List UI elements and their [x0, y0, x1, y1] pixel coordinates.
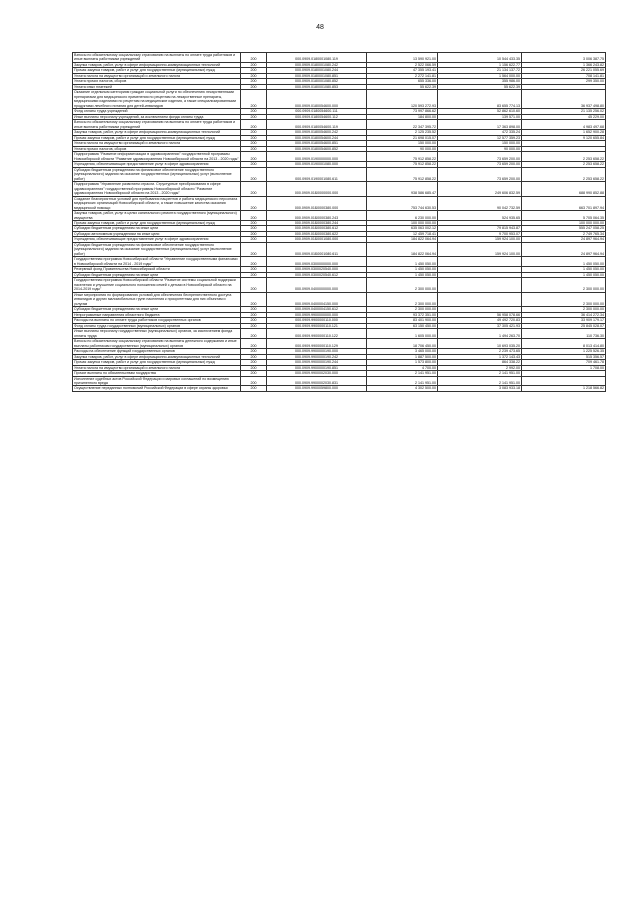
cell-approved: 2 522 066.59: [367, 62, 438, 67]
cell-executed: 21 134 137.72: [438, 68, 522, 73]
cell-budget-code: 000.0909.01Б0000000.000: [267, 182, 367, 196]
cell-approved: 150 000.00: [367, 141, 438, 146]
cell-executed: 9 700 953.07: [438, 231, 522, 236]
budget-execution-table: [72, 52, 606, 392]
cell-approved: 2 300 000.00: [367, 292, 438, 306]
cell-budget-code: 000.0909.0180001080.244: [267, 68, 367, 73]
cell-executed: [438, 292, 522, 306]
table-row: [73, 376, 606, 386]
cell-name: Резервный фонд Правительства Новосибирской области: [73, 267, 241, 272]
cell-ministry-code: 200: [241, 68, 267, 73]
cell-executed: 864 338.22: [438, 360, 522, 365]
cell-unexecuted: 24 897 964.94: [522, 237, 606, 242]
cell-ministry-code: 200: [241, 135, 267, 140]
cell-budget-code: 000.0909.9900000110.000: [267, 318, 367, 323]
cell-budget-code: 000.0909.0180001080.119: [267, 53, 367, 63]
cell-executed: 79 815 943.87: [438, 226, 522, 231]
cell-approved: 13 590 921.00: [367, 53, 438, 63]
cell-unexecuted: 2 253 658.22: [522, 167, 606, 181]
cell-ministry-code: 200: [241, 371, 267, 376]
cell-executed: 524 935.65: [438, 211, 522, 221]
cell-unexecuted: 2 253 658.22: [522, 152, 606, 162]
cell-name: Подпрограмма "Развитие информатизации в здравоохранении" государственной программы Новосибирской области "Развитие здравоохранения Новосибирской области на 2013 - 2020 годы": [74, 152, 239, 161]
cell-executed: 2 239 473.65: [438, 349, 522, 354]
cell-executed: 55 622.39: [438, 84, 522, 89]
cell-ministry-code: 200: [241, 267, 267, 272]
table-row: [73, 53, 606, 63]
cell-ministry-code: 200: [241, 109, 267, 114]
cell-name: Закупка товаров, работ, услуг в сфере информационно-коммуникационных технологий: [73, 354, 241, 359]
cell-ministry-code: 200: [241, 292, 267, 306]
cell-name: Субсидии бюджетным учреждениям на финансовое обеспечение государственного (муниципального) задания на оказание государственных (муниципальных) услуг (выполнение работ): [73, 242, 241, 256]
cell-budget-code: 000.0909.01Б0001080.611: [267, 242, 367, 256]
cell-name: Прочая закупка товаров, работ и услуг для государственных (муниципальных) нужд: [73, 135, 241, 140]
cell-budget-code: 000.0909.9900000110.129: [267, 339, 367, 349]
cell-executed: 150 000.00: [438, 141, 522, 146]
cell-approved: 83 401 900.00: [367, 318, 438, 323]
cell-approved: 73 997 866.62: [367, 109, 438, 114]
cell-unexecuted: 709 461.78: [522, 360, 606, 365]
cell-unexecuted: 1 218 566.82: [522, 386, 606, 391]
table-row: [73, 211, 606, 221]
cell-ministry-code: 200: [241, 79, 267, 84]
cell-approved: 2 272 141.81: [367, 73, 438, 78]
table-row: [73, 339, 606, 349]
cell-name: Государственная программа Новосибирской области "Развитие системы социальной поддержки населения и улучшение социального положения семей с детьми в Новосибирской области на 2014-2019 годы": [73, 278, 241, 292]
cell-name: Иные мероприятия по формированию условий для обеспечения беспрепятственного доступа инвалидов и других маломобильных групп населения к приоритетным для них объектам и услугам: [73, 292, 241, 306]
cell-budget-code: 000.0909.0190000000.000: [267, 152, 367, 162]
cell-name: Прочая закупка товаров, работ и услуг для государственных (муниципальных) нужд: [73, 220, 241, 225]
cell-executed: 139 571.00: [438, 114, 522, 119]
cell-ministry-code: 200: [241, 386, 267, 391]
cell-ministry-code: 200: [241, 242, 267, 256]
cell-ministry-code: 200: [241, 237, 267, 242]
cell-name: Прочие выплаты по обязательствам государства: [73, 371, 241, 376]
cell-ministry-code: 200: [241, 376, 267, 386]
cell-name: Уплата прочих налогов, сборов: [73, 79, 241, 84]
cell-budget-code: 000.0909.0190001080.611: [267, 167, 367, 181]
table-row: [73, 90, 606, 109]
cell-unexecuted: 24 897 964.94: [522, 242, 606, 256]
cell-budget-code: 000.0909.0180054600.244: [267, 135, 367, 140]
cell-approved: 2 300 000.00: [367, 307, 438, 312]
cell-unexecuted: 25 845 028.07: [522, 323, 606, 328]
cell-executed: 73 659 200.00: [438, 162, 522, 167]
cell-approved: 2 125 235.52: [367, 130, 438, 135]
cell-budget-code: 000.0909.0300020540.612: [267, 272, 367, 277]
cell-budget-code: 000.0909.0180054600.852: [267, 146, 367, 151]
cell-approved: 184 822 064.94: [367, 237, 438, 242]
cell-unexecuted: 36 414 272.34: [522, 312, 606, 317]
cell-budget-code: 000.0909.9900000000.000: [267, 312, 367, 317]
cell-unexecuted: 1 450 050.00: [522, 267, 606, 272]
cell-approved: 1 605 000.00: [367, 329, 438, 339]
cell-budget-code: 000.0909.0180054600.242: [267, 130, 367, 135]
cell-name: Исполнение судебных актов Российской Федерации и мировых соглашений по возмещению причиненного вреда: [73, 376, 241, 386]
cell-ministry-code: 200: [241, 53, 267, 63]
cell-executed: 73 659 200.00: [438, 152, 522, 162]
cell-executed: 73 659 200.00: [438, 167, 522, 181]
cell-name: Расходы на выплаты по оплате труда работников государственных органов: [73, 318, 241, 323]
cell-approved: 2 141 951.00: [367, 376, 438, 386]
cell-name: Оказание отдельным категориям граждан социальной услуги по обеспечению лекарственными препаратами для медицинского применения по рецептам на лекарственные препараты, медицинскими изделиями по рецептам на медицинские изделия, а также специализированными продуктами лечебного питания для детей-инвалидов: [73, 90, 241, 109]
cell-ministry-code: 200: [241, 182, 267, 196]
cell-unexecuted: 9 120 655.84: [522, 135, 606, 140]
table-row: [73, 167, 606, 181]
cell-budget-code: 000.0909.0180054600.119: [267, 120, 367, 130]
cell-executed: 2 992.00: [438, 365, 522, 370]
cell-budget-code: 000.0909.0400000000.000: [267, 278, 367, 292]
cell-executed: 10 693 035.20: [438, 339, 522, 349]
cell-budget-code: 000.0909.9900000110.122: [267, 329, 367, 339]
cell-budget-code: 000.0909.0300000000.000: [267, 257, 367, 267]
cell-budget-code: 000.0909.9900000190.000: [267, 349, 367, 354]
cell-budget-code: 000.0909.01Б0000380.000: [267, 196, 367, 210]
cell-approved: 93 372 351.00: [367, 312, 438, 317]
cell-unexecuted: 4 983 497.68: [522, 120, 606, 130]
cell-ministry-code: 200: [241, 120, 267, 130]
cell-budget-code: 000.0909.9900059800.000: [267, 386, 367, 391]
cell-approved: 22 347 395.72: [367, 120, 438, 130]
cell-name: Субсидии бюджетным учреждениям на иные цели: [73, 307, 241, 312]
cell-executed: [438, 257, 522, 267]
cell-ministry-code: 200: [241, 329, 267, 339]
table-row: [73, 182, 606, 196]
cell-name: Закупка товаров, работ, услуг в сфере информационно-коммуникационных технологий: [73, 62, 241, 67]
cell-approved: 3 465 000.00: [367, 349, 438, 354]
cell-ministry-code: 200: [241, 130, 267, 135]
cell-name: Уплата иных платежей: [73, 84, 241, 89]
cell-executed: 1 372 143.43: [438, 354, 522, 359]
cell-approved: 184 800.00: [367, 114, 438, 119]
cell-name: Субсидии бюджетным учреждениям на иные цели: [73, 226, 241, 231]
cell-ministry-code: 200: [241, 167, 267, 181]
cell-ministry-code: 200: [241, 307, 267, 312]
cell-unexecuted: 110 736.30: [522, 329, 606, 339]
cell-unexecuted: 663 701 897.94: [522, 196, 606, 210]
cell-ministry-code: 200: [241, 90, 267, 109]
cell-executed: 1 494 263.70: [438, 329, 522, 339]
cell-approved: 63 150 450.00: [367, 323, 438, 328]
page-number: 48: [316, 24, 324, 31]
cell-budget-code: 000.0909.9900002030.000: [267, 371, 367, 376]
cell-approved: 4 700.00: [367, 365, 438, 370]
cell-name: Иные выплаты персоналу учреждений, за исключением фонда оплаты труда: [73, 114, 241, 119]
cell-approved: 1 887 500.00: [367, 354, 438, 359]
cell-ministry-code: 200: [241, 196, 267, 210]
cell-unexecuted: 2 300 000.00: [522, 292, 606, 306]
cell-approved: 75 912 858.22: [367, 167, 438, 181]
cell-ministry-code: 200: [241, 211, 267, 221]
cell-approved: 1 450 050.00: [367, 267, 438, 272]
cell-ministry-code: 200: [241, 278, 267, 292]
cell-ministry-code: 200: [241, 73, 267, 78]
table-body: [73, 53, 606, 392]
cell-executed: 12 577 359.23: [438, 135, 522, 140]
table-row: [73, 152, 606, 162]
cell-approved: 6 230 000.00: [367, 211, 438, 221]
cell-name: Учреждения, обеспечивающие предоставление услуг в сфере здравоохранения: [73, 237, 241, 242]
cell-executed: 1 156 622.77: [438, 62, 522, 67]
cell-executed: 56 958 078.66: [438, 312, 522, 317]
cell-approved: 75 912 858.22: [367, 152, 438, 162]
cell-budget-code: 000.0909.01Б0001080.000: [267, 237, 367, 242]
cell-name: Субсидии бюджетным учреждениям на финансовое обеспечение государственного (муниципального) задания на оказание государственных (муниципальных) услуг (выполнение работ): [73, 167, 241, 181]
cell-approved: 4 302 500.00: [367, 386, 438, 391]
cell-executed: 52 862 610.60: [438, 109, 522, 114]
cell-budget-code: 000.0909.0180001080.242: [267, 62, 367, 67]
cell-approved: 47 355 193.41: [367, 68, 438, 73]
cell-budget-code: 000.0909.01Б0000380.243: [267, 211, 367, 221]
cell-executed: 3 083 933.18: [438, 386, 522, 391]
cell-unexecuted: 45 229.00: [522, 114, 606, 119]
cell-ministry-code: 200: [241, 318, 267, 323]
cell-name: Уплата прочих налогов, сборов: [73, 146, 241, 151]
cell-unexecuted: 5 705 064.35: [522, 211, 606, 221]
cell-approved: 18 706 450.00: [367, 339, 438, 349]
cell-approved: 12 459 718.41: [367, 231, 438, 236]
cell-executed: 2 141 951.00: [438, 371, 522, 376]
cell-unexecuted: 8 013 414.80: [522, 339, 606, 349]
table-row: [73, 329, 606, 339]
cell-executed: 159 924 100.00: [438, 237, 522, 242]
cell-name: Непрограммные направления областного бюджета: [73, 312, 241, 317]
cell-executed: 159 924 100.00: [438, 242, 522, 256]
cell-approved: 75 912 858.22: [367, 162, 438, 167]
cell-executed: 90 042 732.59: [438, 196, 522, 210]
cell-unexecuted: 1 652 900.28: [522, 130, 606, 135]
cell-approved: 753 744 630.53: [367, 196, 438, 210]
cell-ministry-code: 200: [241, 114, 267, 119]
cell-unexecuted: 2 253 658.22: [522, 162, 606, 167]
cell-name: Осуществление переданных полномочий Российской Федерации в сфере охраны здоровья: [73, 386, 241, 391]
cell-executed: [438, 278, 522, 292]
cell-approved: 100 000 000.00: [367, 220, 438, 225]
cell-approved: 938 586 685.47: [367, 182, 438, 196]
cell-ministry-code: 200: [241, 141, 267, 146]
cell-budget-code: 000.0909.01Б0000380.622: [267, 231, 367, 236]
cell-ministry-code: 200: [241, 162, 267, 167]
cell-name: Фонд оплаты труда учреждений: [73, 109, 241, 114]
table-row: [73, 278, 606, 292]
cell-executed: 90 000.00: [438, 146, 522, 151]
cell-ministry-code: 200: [241, 272, 267, 277]
cell-unexecuted: 688 990 852.88: [522, 182, 606, 196]
table-row: [73, 386, 606, 391]
cell-budget-code: 000.0909.0180001080.853: [267, 84, 367, 89]
cell-name: Создание благоприятных условий для пребывания пациентов и работы медицинского персонала медицинских организаций Новосибирской области, а также повышение качества оказания медицинской помощи: [73, 196, 241, 210]
cell-executed: 83 655 774.13: [438, 90, 522, 109]
table-row: [73, 292, 606, 306]
cell-approved: 1 450 050.00: [367, 272, 438, 277]
cell-ministry-code: 200: [241, 365, 267, 370]
cell-ministry-code: 200: [241, 146, 267, 151]
cell-budget-code: 000.0909.0180054600.000: [267, 90, 367, 109]
cell-budget-code: 000.0909.0400004150.000: [267, 292, 367, 306]
cell-approved: 21 698 015.07: [367, 135, 438, 140]
cell-ministry-code: 200: [241, 257, 267, 267]
cell-budget-code: 000.0909.0190001080.000: [267, 162, 367, 167]
cell-unexecuted: 3 006 387.75: [522, 53, 606, 63]
cell-budget-code: 000.0909.9900000190.244: [267, 360, 367, 365]
cell-unexecuted: 708 141.81: [522, 73, 606, 78]
cell-unexecuted: [522, 376, 606, 386]
cell-unexecuted: 1 708.00: [522, 365, 606, 370]
cell-ministry-code: 200: [241, 84, 267, 89]
cell-approved: 1 450 050.00: [367, 257, 438, 267]
cell-approved: 1 573 800.00: [367, 360, 438, 365]
cell-unexecuted: 33 909 179.17: [522, 318, 606, 323]
cell-name: Закупка товаров, работ, услуг в сфере информационно-коммуникационных технологий: [73, 130, 241, 135]
cell-unexecuted: 2 749 765.34: [522, 231, 606, 236]
cell-budget-code: 000.0909.9900000110.121: [267, 323, 367, 328]
cell-unexecuted: 515 356.57: [522, 354, 606, 359]
cell-executed: 249 606 832.59: [438, 182, 522, 196]
cell-executed: 17 363 898.00: [438, 120, 522, 130]
cell-unexecuted: 1 225 526.35: [522, 349, 606, 354]
table-row: [73, 196, 606, 210]
cell-ministry-code: 200: [241, 323, 267, 328]
cell-approved: 90 000.00: [367, 146, 438, 151]
cell-ministry-code: 200: [241, 349, 267, 354]
cell-approved: 655 336.00: [367, 79, 438, 84]
cell-budget-code: 000.0909.0180001080.851: [267, 73, 367, 78]
cell-name: Взносы по обязательному социальному страхованию на выплаты денежного содержания и иные выплаты работникам государственных (муниципальных) органов: [73, 339, 241, 349]
cell-name: Государственная программа Новосибирской области "Управление государственными финансами в Новосибирской области на 2014 - 2019 годы": [73, 257, 241, 267]
cell-name: Субсидии бюджетным учреждениям на иные цели: [73, 272, 241, 277]
cell-name: Фонд оплаты труда государственных (муниципальных) органов: [73, 323, 241, 328]
cell-name: Взносы по обязательному социальному страхованию на выплаты по оплате труда работников и иные выплаты работникам учреждений: [73, 53, 241, 63]
cell-budget-code: 000.0909.9900000190.851: [267, 365, 367, 370]
cell-unexecuted: 2 300 000.00: [522, 307, 606, 312]
cell-budget-code: 000.0909.9900002030.831: [267, 376, 367, 386]
cell-ministry-code: 200: [241, 339, 267, 349]
cell-ministry-code: 200: [241, 62, 267, 67]
cell-name: Прочая закупка товаров, работ и услуг для государственных (муниципальных) нужд: [73, 360, 241, 365]
cell-approved: 120 593 272.93: [367, 90, 438, 109]
cell-ministry-code: 200: [241, 312, 267, 317]
cell-budget-code: 000.0909.9900000190.242: [267, 354, 367, 359]
cell-ministry-code: 200: [241, 152, 267, 162]
cell-ministry-code: 200: [241, 231, 267, 236]
cell-executed: 1 564 000.00: [438, 73, 522, 78]
cell-budget-code: 000.0909.0300020540.000: [267, 267, 367, 272]
cell-approved: 635 063 002.12: [367, 226, 438, 231]
cell-executed: 37 305 421.93: [438, 323, 522, 328]
cell-budget-code: 000.0909.01Б0000380.612: [267, 226, 367, 231]
table-row: [73, 242, 606, 256]
cell-executed: 10 544 433.35: [438, 53, 522, 63]
cell-unexecuted: 36 937 498.80: [522, 90, 606, 109]
table-row: [73, 257, 606, 267]
cell-approved: 2 141 951.00: [367, 371, 438, 376]
cell-budget-code: 000.0909.0180054600.112: [267, 114, 367, 119]
cell-unexecuted: 1 450 050.00: [522, 257, 606, 267]
cell-name: Иные выплаты персоналу государственных (муниципальных) органов, за исключением фонда оплаты труда: [73, 329, 241, 339]
cell-ministry-code: 200: [241, 360, 267, 365]
cell-ministry-code: 200: [241, 226, 267, 231]
cell-name: Учреждения, обеспечивающие предоставление услуг в сфере здравоохранения: [73, 162, 241, 167]
cell-name: Уплата налога на имущество организаций и земельного налога: [73, 141, 241, 146]
cell-unexecuted: 555 247 058.25: [522, 226, 606, 231]
cell-approved: 2 300 000.00: [367, 278, 438, 292]
cell-budget-code: 000.0909.0180001080.852: [267, 79, 367, 84]
cell-name: Подпрограмма "Управление развитием отрасли. Структурные преобразования в сфере здравоохранения" государственной программы Новосибирской области "Развитие здравоохранения Новосибирской области на 2013 - 2020 годы": [73, 182, 241, 196]
cell-executed: 49 492 720.83: [438, 318, 522, 323]
table-row: [73, 120, 606, 130]
cell-executed: 2 141 951.00: [438, 376, 522, 386]
cell-unexecuted: 100 000 000.00: [522, 220, 606, 225]
cell-name: Расходы на обеспечение функций государственных органов: [73, 349, 241, 354]
cell-unexecuted: 21 135 256.02: [522, 109, 606, 114]
cell-unexecuted: 1 366 243.82: [522, 62, 606, 67]
cell-budget-code: 000.0909.0180054600.851: [267, 141, 367, 146]
cell-executed: 472 335.24: [438, 130, 522, 135]
cell-executed: 355 986.00: [438, 79, 522, 84]
cell-name: Взносы по обязательному социальному страхованию на выплаты по оплате труда работников и иные выплаты работникам учреждений: [73, 120, 241, 130]
cell-budget-code: 000.0909.01Б0000380.244: [267, 220, 367, 225]
cell-name: Уплата налога на имущество организаций и земельного налога: [73, 73, 241, 78]
cell-name: Уплата налога на имущество организаций и земельного налога: [73, 365, 241, 370]
cell-approved: 184 822 064.94: [367, 242, 438, 256]
cell-unexecuted: 2 300 000.00: [522, 278, 606, 292]
cell-name: Прочая закупка товаров, работ и услуг для государственных (муниципальных) нужд: [73, 68, 241, 73]
cell-approved: 55 622.39: [367, 84, 438, 89]
cell-budget-code: 000.0909.0180054600.111: [267, 109, 367, 114]
cell-name: Субсидии автономным учреждениям на иные цели: [73, 231, 241, 236]
cell-ministry-code: 200: [241, 354, 267, 359]
cell-budget-code: 000.0909.0400004150.612: [267, 307, 367, 312]
cell-ministry-code: 200: [241, 220, 267, 225]
cell-unexecuted: 26 221 055.69: [522, 68, 606, 73]
cell-unexecuted: 1 450 050.00: [522, 272, 606, 277]
cell-unexecuted: 299 350.00: [522, 79, 606, 84]
cell-name: Закупка товаров, работ, услуг в целях капитального ремонта государственного (муниципального) имущества: [73, 211, 241, 221]
